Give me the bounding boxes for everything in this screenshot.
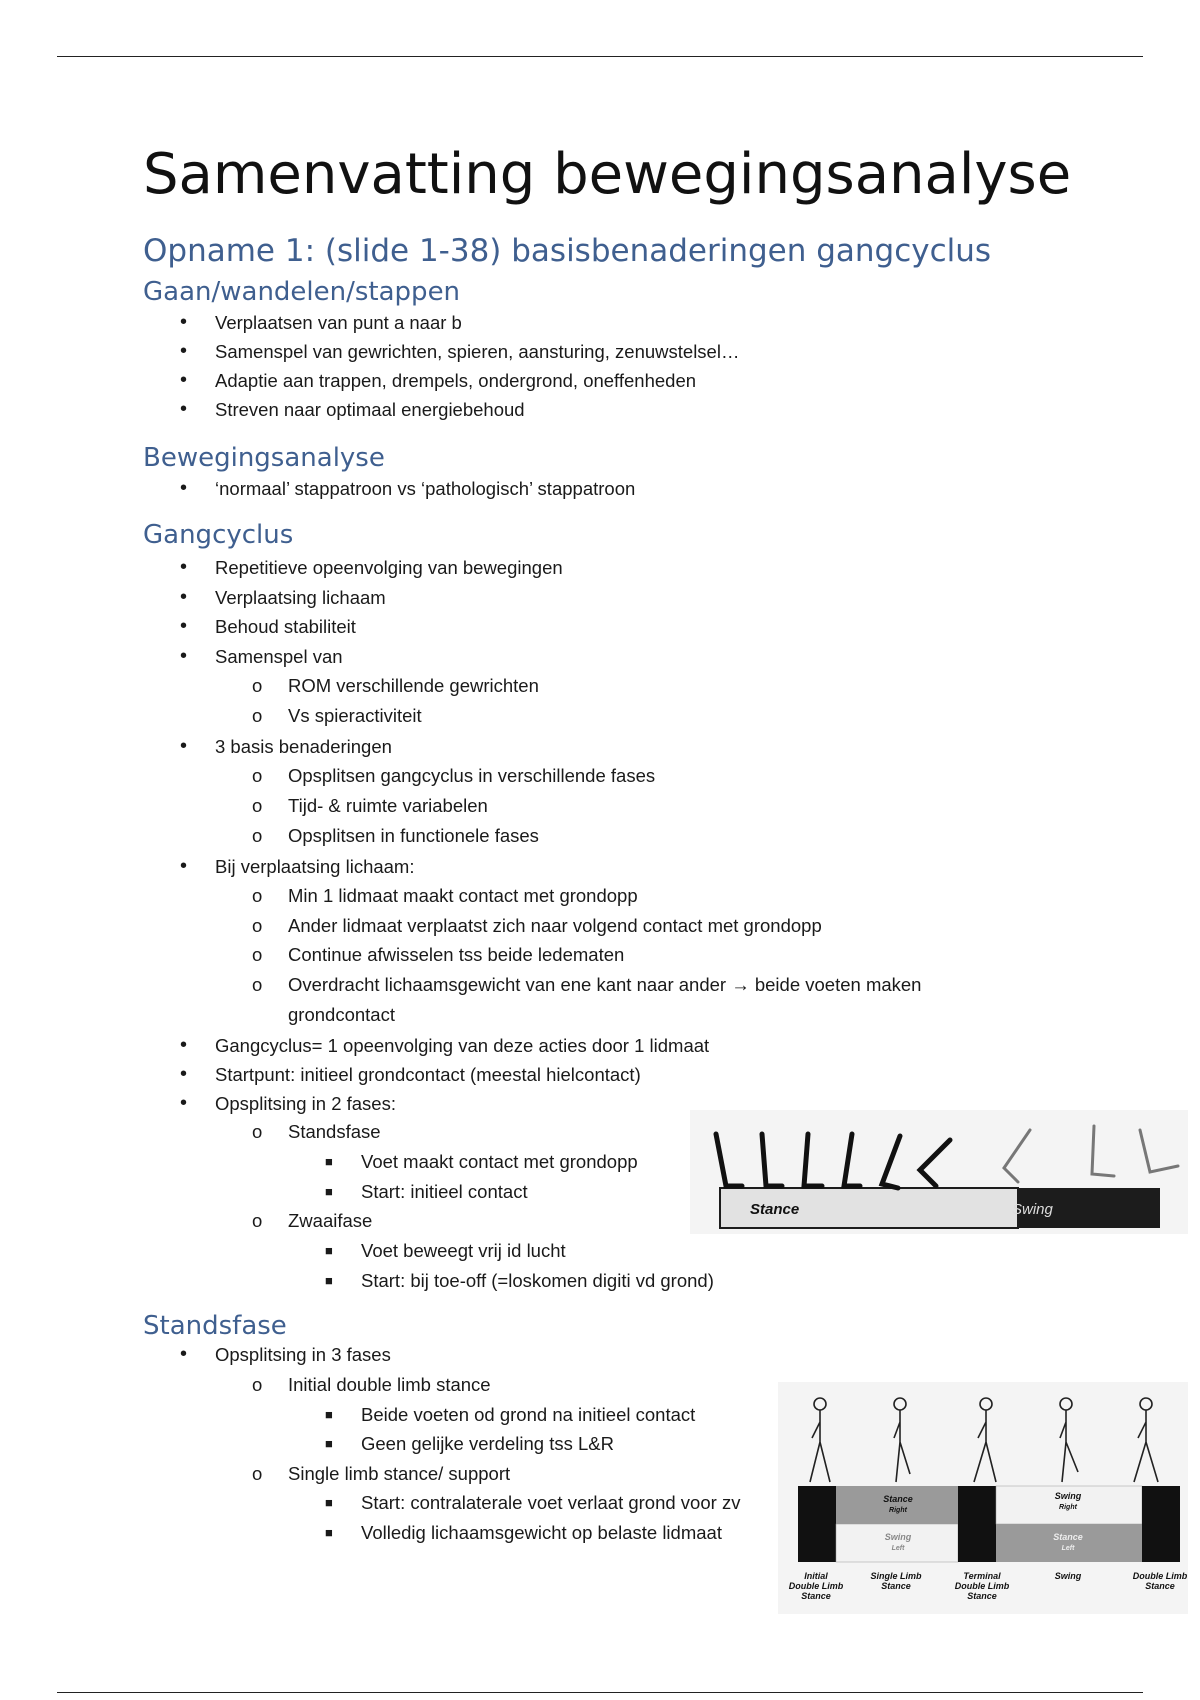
gait-phase-illustration [690, 1110, 1188, 1234]
list-item: Overdracht lichaamsgewicht van ene kant naar ander → beide voeten maken [288, 974, 922, 995]
list-item: Bij verplaatsing lichaam: [215, 856, 415, 877]
bullet-icon: • [180, 340, 188, 362]
circle-bullet-icon: o [252, 1210, 263, 1231]
square-bullet-icon: ■ [325, 1184, 333, 1199]
heading-gangcyclus: Gangcyclus [143, 520, 294, 550]
list-item: 3 basis benaderingen [215, 736, 392, 757]
phase-caption: Stance [967, 1591, 997, 1601]
double-limb-block-1 [798, 1486, 836, 1562]
bullet-icon: • [180, 398, 188, 420]
heading-opname-1: Opname 1: (slide 1-38) basisbenaderingen gangcyclus [143, 233, 992, 269]
list-item: Verplaatsing lichaam [215, 587, 386, 608]
circle-bullet-icon: o [252, 795, 263, 816]
list-item: ROM verschillende gewrichten [288, 675, 539, 696]
stance-legs [716, 1134, 950, 1188]
bullet-icon: • [180, 1063, 188, 1085]
bottom-rule [57, 1692, 1143, 1693]
gait-phase-figure [690, 1110, 1188, 1234]
list-item: Samenspel van gewrichten, spieren, aansturing, zenuwstelsel… [215, 341, 740, 362]
list-item: ‘normaal’ stappatroon vs ‘pathologisch’ stappatroon [215, 478, 636, 499]
list-item: Gangcyclus= 1 opeenvolging van deze acties door 1 lidmaat [215, 1035, 710, 1056]
list-item: Opsplitsing in 2 fases: [215, 1093, 396, 1114]
walking-figure [974, 1398, 996, 1482]
square-bullet-icon: ■ [325, 1154, 333, 1169]
circle-bullet-icon: o [252, 825, 263, 846]
circle-bullet-icon: o [252, 944, 263, 965]
phase-caption: Swing [1054, 1571, 1082, 1581]
swing-legs [1004, 1126, 1178, 1182]
circle-bullet-icon: o [252, 1121, 263, 1142]
bullet-icon: • [180, 586, 188, 608]
heading-bewegingsanalyse: Bewegingsanalyse [143, 443, 385, 473]
square-bullet-icon: ■ [325, 1273, 333, 1288]
heading-gaan: Gaan/wandelen/stappen [143, 277, 461, 307]
square-bullet-icon: ■ [325, 1407, 333, 1422]
phase-caption: Double Limb [954, 1581, 1010, 1591]
stance-right-band [836, 1486, 958, 1524]
list-item-continuation: grondcontact [288, 1004, 395, 1025]
list-item: Voet maakt contact met grondopp [361, 1151, 638, 1172]
double-limb-block-2 [958, 1486, 996, 1562]
page-title: Samenvatting bewegingsanalyse [143, 142, 1072, 207]
band-label: Left [1061, 1545, 1075, 1552]
gait-cycle-figure [778, 1382, 1188, 1614]
list-item: Ander lidmaat verplaatst zich naar volgend contact met grondopp [288, 915, 822, 936]
circle-bullet-icon: o [252, 765, 263, 786]
band-label: Stance [1053, 1532, 1083, 1542]
bullet-icon: • [180, 645, 188, 667]
list-item: Zwaaifase [288, 1210, 373, 1231]
list-item: Standsfase [288, 1121, 381, 1142]
list-item: Start: initieel contact [361, 1181, 528, 1202]
bullet-icon: • [180, 1034, 188, 1056]
phase-caption: Double Limb [788, 1581, 844, 1591]
bullet-icon: • [180, 477, 188, 499]
circle-bullet-icon: o [252, 1374, 263, 1395]
square-bullet-icon: ■ [325, 1436, 333, 1451]
list-item: Volledig lichaamsgewicht op belaste lidmaat [361, 1522, 722, 1543]
phase-caption: Single Limb [870, 1571, 922, 1581]
bullet-icon: • [180, 556, 188, 578]
list-item: Behoud stabiliteit [215, 616, 356, 637]
circle-bullet-icon: o [252, 705, 263, 726]
square-bullet-icon: ■ [325, 1495, 333, 1510]
square-bullet-icon: ■ [325, 1243, 333, 1258]
circle-bullet-icon: o [252, 675, 263, 696]
circle-bullet-icon: o [252, 915, 263, 936]
list-item: Min 1 lidmaat maakt contact met grondopp [288, 885, 638, 906]
walking-figure [1060, 1398, 1078, 1482]
walking-figure [894, 1398, 910, 1482]
band-label: Right [1059, 1504, 1077, 1511]
list-item: Start: contralaterale voet verlaat grond voor zv [361, 1492, 741, 1513]
list-item: Startpunt: initieel grondcontact (meestal hielcontact) [215, 1064, 641, 1085]
list-item: Opsplitsen gangcyclus in verschillende fases [288, 765, 656, 786]
list-item: Start: bij toe-off (=loskomen digiti vd grond) [361, 1270, 714, 1291]
bullet-icon: • [180, 735, 188, 757]
list-item: Repetitieve opeenvolging van bewegingen [215, 557, 563, 578]
bullet-icon: • [180, 1092, 188, 1114]
gait-cycle-illustration [778, 1382, 1188, 1614]
phase-caption: Stance [881, 1581, 911, 1591]
circle-bullet-icon: o [252, 885, 263, 906]
stance-left-band [996, 1524, 1142, 1562]
list-item: Single limb stance/ support [288, 1463, 511, 1484]
list-item: Tijd- & ruimte variabelen [288, 795, 488, 816]
list-item: Vs spieractiviteit [288, 705, 422, 726]
swing-left-band [836, 1524, 958, 1562]
list-item: Beide voeten od grond na initieel contact [361, 1404, 696, 1425]
band-label: Stance [883, 1494, 913, 1504]
swing-label: Swing [1012, 1201, 1053, 1218]
phase-caption: Stance [801, 1591, 831, 1601]
circle-bullet-icon: o [252, 1463, 263, 1484]
phase-caption: Terminal [963, 1571, 1001, 1581]
band-label: Swing [1054, 1491, 1082, 1501]
walking-figure [810, 1398, 830, 1482]
phase-caption: Initial [804, 1571, 828, 1581]
double-limb-block-3 [1142, 1486, 1180, 1562]
list-item: Geen gelijke verdeling tss L&R [361, 1433, 614, 1454]
walking-figure [1134, 1398, 1158, 1482]
list-item: Verplaatsen van punt a naar b [215, 312, 462, 333]
bullet-icon: • [180, 311, 188, 333]
band-label: Swing [884, 1532, 912, 1542]
bullet-icon: • [180, 615, 188, 637]
list-item: Initial double limb stance [288, 1374, 491, 1395]
bullet-icon: • [180, 369, 188, 391]
list-item: Samenspel van [215, 646, 343, 667]
top-rule [57, 56, 1143, 57]
list-item: Opsplitsing in 3 fases [215, 1344, 391, 1365]
circle-bullet-icon: o [252, 974, 263, 995]
phase-caption: Double Limb [1132, 1571, 1188, 1581]
list-item: Voet beweegt vrij id lucht [361, 1240, 566, 1261]
list-item: Adaptie aan trappen, drempels, ondergrond, oneffenheden [215, 370, 697, 391]
bullet-icon: • [180, 855, 188, 877]
walking-figures [810, 1398, 1158, 1482]
square-bullet-icon: ■ [325, 1525, 333, 1540]
list-item: Opsplitsen in functionele fases [288, 825, 539, 846]
phase-caption: Stance [1145, 1581, 1175, 1591]
band-label: Right [889, 1507, 907, 1514]
bullet-icon: • [180, 1343, 188, 1365]
stance-label: Stance [750, 1201, 800, 1218]
list-item: Streven naar optimaal energiebehoud [215, 399, 525, 420]
list-item: Continue afwisselen tss beide ledematen [288, 944, 625, 965]
band-label: Left [891, 1545, 905, 1552]
heading-standsfase: Standsfase [143, 1311, 287, 1341]
